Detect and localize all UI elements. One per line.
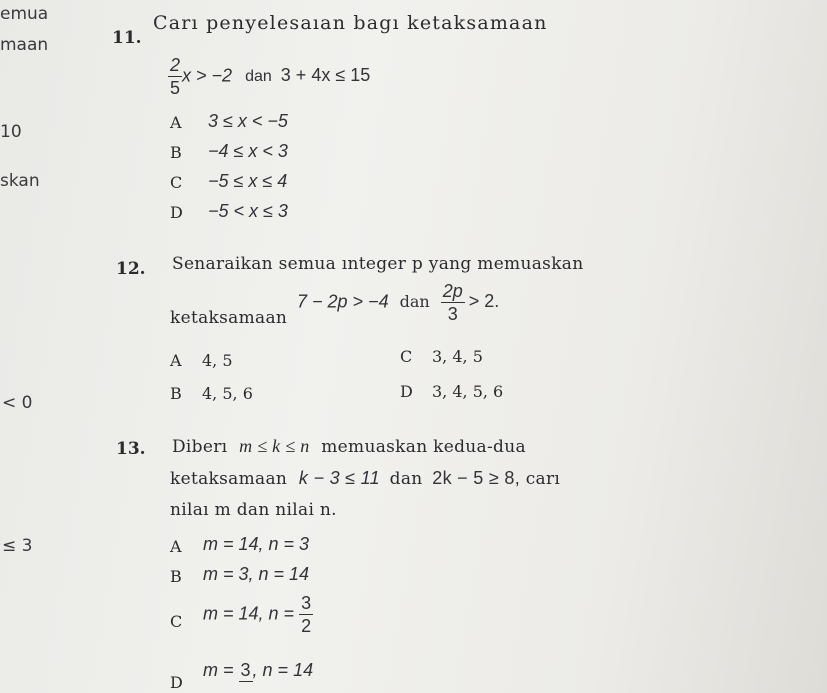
margin-text-5: < 0 [2, 393, 33, 413]
option-letter: A [170, 351, 182, 370]
fraction-numerator: 3 [301, 593, 312, 613]
option-text [203, 594, 313, 635]
margin-text-2: maan [0, 35, 49, 55]
option-letter: D [400, 382, 413, 401]
inequality-1: 7 − 2p > −4 [297, 291, 389, 312]
inequality-2: 2k − 5 ≥ 8, [432, 468, 520, 488]
fraction [239, 661, 253, 682]
inequality-line [297, 282, 499, 323]
option-text: 3, 4, 5, 6 [432, 382, 504, 401]
fraction-numerator: 2 [170, 55, 181, 75]
option-text: 3 ≤ x < −5 [208, 111, 288, 131]
option-text: 3, 4, 5 [432, 347, 483, 366]
stem-suffix: memuaskan kedua-dua [321, 437, 526, 457]
inequality-1-rest: x > −2 [182, 65, 233, 86]
inequality-1: k − 3 ≤ 11 [298, 468, 380, 488]
option-text: 4, 5, 6 [202, 384, 253, 403]
conjunction: dan [389, 469, 423, 489]
option-prefix: m = [203, 660, 234, 680]
question-number: 12. [116, 259, 146, 279]
question-stem [172, 436, 526, 457]
inequality-line-prefix: ketaksamaan [170, 308, 288, 328]
option-text: m = 3, n = 14 [203, 564, 310, 584]
option-text: −5 < x ≤ 3 [208, 201, 288, 221]
fraction [299, 594, 313, 635]
line-suffix: carı [525, 469, 561, 489]
conjunction: dan [245, 68, 272, 86]
option-text [203, 660, 313, 682]
option-letter: B [170, 384, 182, 403]
option-text: 4, 5 [202, 351, 233, 370]
line-prefix: ketaksamaan [170, 469, 288, 489]
stem-prefix: Diberı [172, 437, 228, 457]
option-text: −5 ≤ x ≤ 4 [208, 171, 288, 191]
option-letter: D [170, 673, 183, 692]
conjunction: dan [399, 292, 430, 312]
margin-text-6: ≤ 3 [2, 536, 33, 556]
fraction [168, 56, 182, 97]
margin-text-1: emua [0, 4, 49, 24]
option-letter: C [170, 612, 183, 631]
question-number: 11. [112, 28, 142, 48]
fraction-numerator: 3 [240, 659, 251, 680]
inequality-2: 3 + 4x ≤ 15 [280, 65, 371, 86]
question-stem: Senaraikan semua ınteger p yang memuaskan [172, 254, 584, 274]
inequality-2-rest: > 2. [468, 291, 500, 312]
option-letter: B [170, 143, 182, 162]
question-line-3: nilaı m dan nilai n. [170, 500, 337, 520]
option-letter: A [170, 537, 182, 556]
option-prefix: m = 14, n = [203, 603, 295, 624]
margin-text-3: 10 [0, 122, 22, 142]
fraction [441, 282, 465, 323]
option-suffix: , n = 14 [252, 660, 314, 680]
option-letter: C [400, 347, 413, 366]
fraction-denominator: 5 [170, 78, 181, 98]
question-stem: Carı penyelesaıan bagı ketaksamaan [153, 12, 548, 34]
inequality-line [170, 468, 560, 489]
option-text: −4 ≤ x < 3 [208, 141, 288, 161]
stem-math: m ≤ k ≤ n [239, 436, 310, 456]
fraction-numerator: 2p [442, 281, 463, 301]
option-letter: C [170, 173, 183, 192]
inequality-line [168, 56, 370, 97]
option-letter: B [170, 567, 182, 586]
option-letter: A [170, 113, 182, 132]
fraction-denominator: 3 [447, 304, 458, 324]
question-number: 13. [116, 439, 146, 459]
option-text: m = 14, n = 3 [203, 534, 310, 554]
margin-text-4: skan [0, 171, 40, 191]
fraction-denominator: 2 [301, 616, 312, 636]
option-letter: D [170, 203, 183, 222]
